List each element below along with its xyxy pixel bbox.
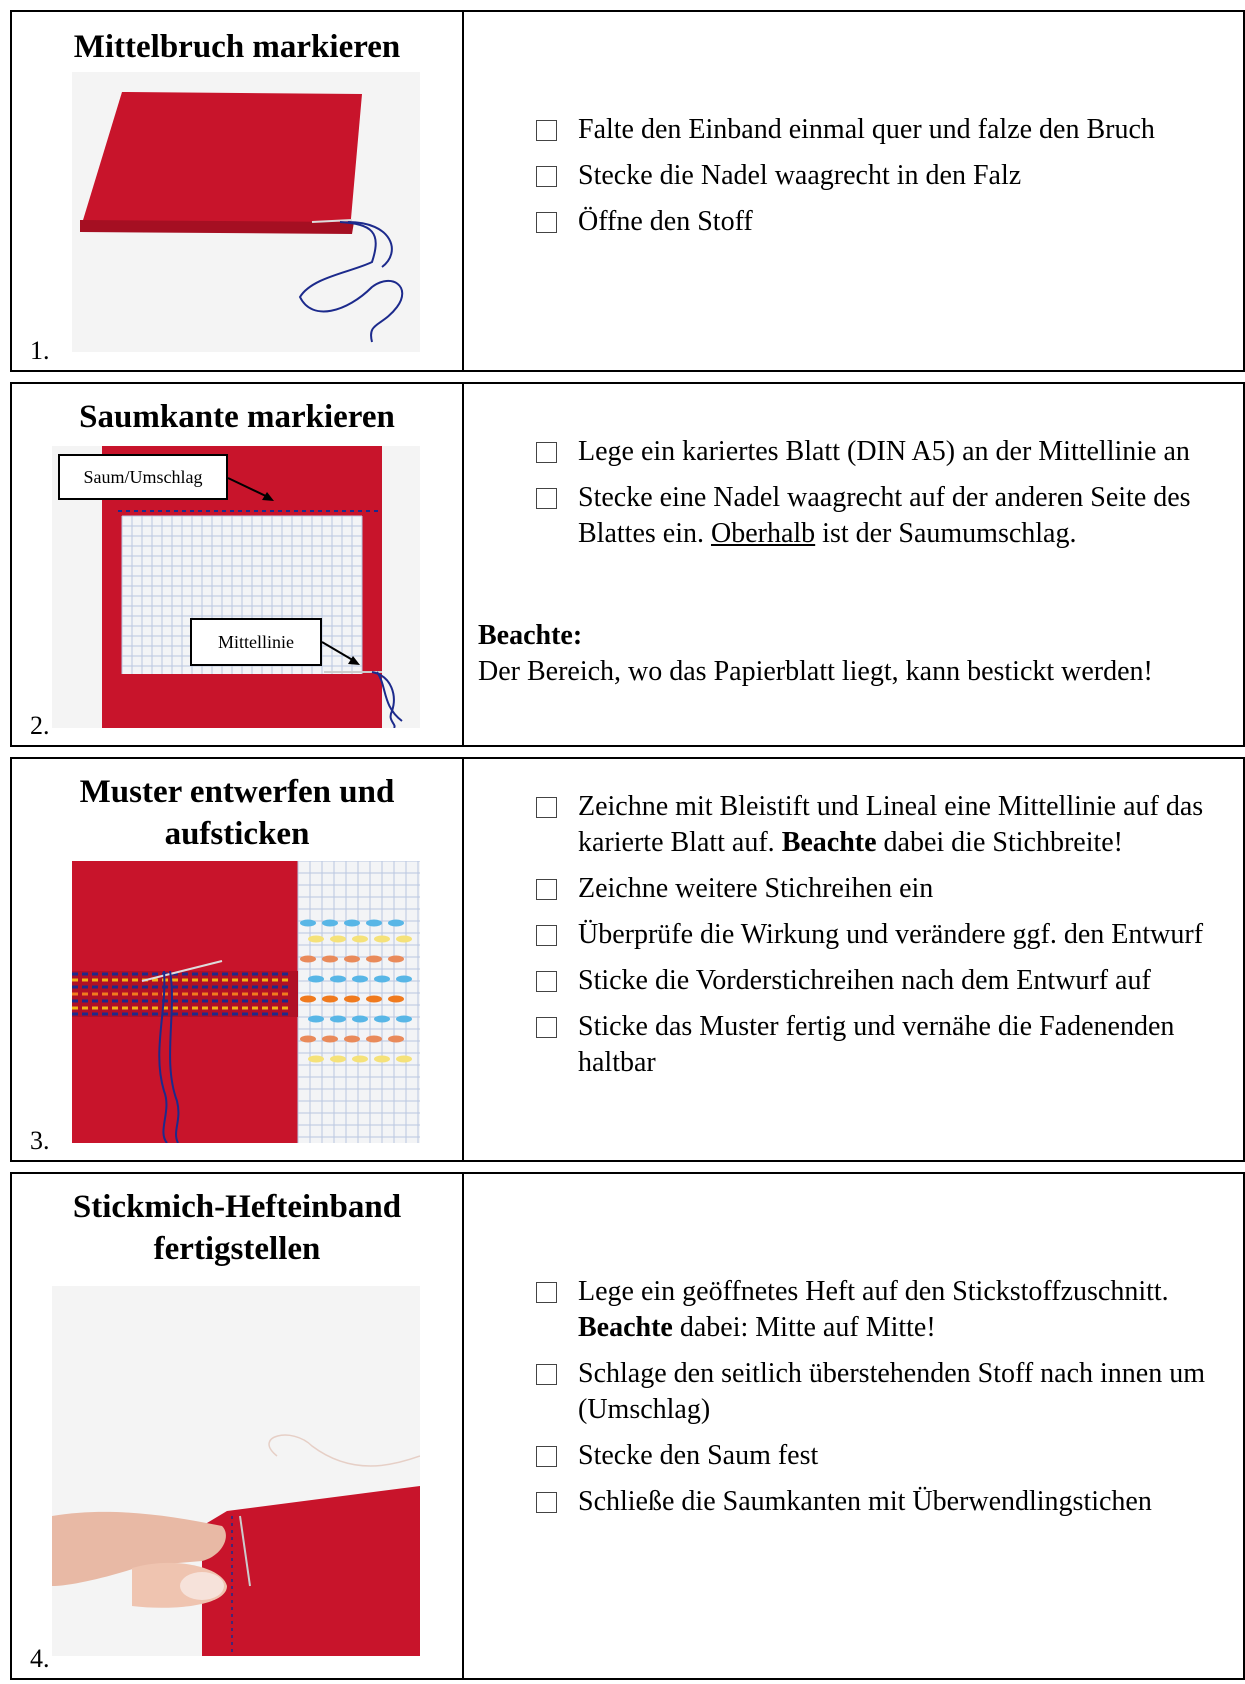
task-item xyxy=(536,480,1233,552)
section-2-right-column xyxy=(464,384,1243,745)
section-4-left-column xyxy=(12,1174,464,1678)
note-text: Der Bereich, wo das Papierblatt liegt, kann bestickt werden! xyxy=(478,656,1153,687)
task-text: Stecke die Nadel waagrecht in den Falz xyxy=(578,160,1022,191)
section-1 xyxy=(10,10,1245,372)
task-item xyxy=(536,1274,1233,1346)
task-item xyxy=(536,871,1233,907)
task-checkbox[interactable] xyxy=(536,925,557,946)
task-checkbox[interactable] xyxy=(536,971,557,992)
section-3 xyxy=(10,757,1245,1162)
callout-centerline: Mittellinie xyxy=(190,618,322,666)
task-checkbox[interactable] xyxy=(536,488,557,509)
section-1-title: Mittelbruch markieren xyxy=(73,29,401,65)
task-checkbox[interactable] xyxy=(536,1492,557,1513)
task-item xyxy=(536,917,1233,953)
section-4-right-column xyxy=(464,1174,1243,1678)
section-3-left-column xyxy=(12,759,464,1160)
task-item xyxy=(536,158,1233,194)
task-item xyxy=(536,1009,1233,1081)
section-2-note xyxy=(478,618,1213,690)
task-item xyxy=(536,1356,1233,1428)
task-item xyxy=(536,1484,1233,1520)
section-2-left-column xyxy=(12,384,464,745)
task-text: Lege ein kariertes Blatt (DIN A5) an der Mittellinie an xyxy=(578,436,1190,467)
section-3-task-list xyxy=(536,789,1233,1091)
underlined-word: Oberhalb xyxy=(710,518,816,549)
task-text: Sticke die Vorderstichreihen nach dem Entwurf auf xyxy=(578,965,1151,996)
task-text: Stecke den Saum fest xyxy=(578,1440,819,1471)
task-text: Sticke das Muster fertig und vernähe die Fadenenden haltbar xyxy=(578,1011,1175,1078)
task-text: Schlage den seitlich überstehenden Stoff nach innen um (Umschlag) xyxy=(578,1358,1205,1425)
task-text: Lege ein geöffnetes Heft auf den Stickstoffzuschnitt. Beachte dabei: Mitte auf Mitte! xyxy=(578,1276,1169,1343)
section-3-right-column xyxy=(464,759,1243,1160)
task-checkbox[interactable] xyxy=(536,879,557,900)
note-heading: Beachte: xyxy=(478,620,583,651)
task-checkbox[interactable] xyxy=(536,166,557,187)
task-checkbox[interactable] xyxy=(536,1446,557,1467)
task-item xyxy=(536,204,1233,240)
section-1-task-list xyxy=(536,112,1233,250)
callout-arrows xyxy=(52,446,420,728)
task-checkbox[interactable] xyxy=(536,1282,557,1303)
task-checkbox[interactable] xyxy=(536,797,557,818)
task-text: Überprüfe die Wirkung und verändere ggf. den Entwurf xyxy=(578,919,1204,950)
section-1-photo xyxy=(72,72,420,352)
section-2-title: Saumkante markieren xyxy=(79,399,395,435)
task-text: Falte den Einband einmal quer und falze den Bruch xyxy=(578,114,1155,145)
section-3-title: Muster entwerfen und aufsticken xyxy=(79,774,395,852)
section-2-task-list xyxy=(536,434,1233,562)
task-checkbox[interactable] xyxy=(536,1364,557,1385)
section-2-number: 2. xyxy=(30,711,50,740)
section-4-photo xyxy=(52,1286,420,1656)
task-item xyxy=(536,434,1233,470)
task-checkbox[interactable] xyxy=(536,1017,557,1038)
task-checkbox[interactable] xyxy=(536,120,557,141)
section-1-number: 1. xyxy=(30,336,50,365)
task-text: Zeichne mit Bleistift und Lineal eine Mittellinie auf das karierte Blatt auf. Beachte dabei die Stichbreite! xyxy=(578,791,1204,858)
bold-word: Beachte xyxy=(578,1312,673,1343)
task-text: Zeichne weitere Stichreihen ein xyxy=(578,873,934,904)
section-4-number: 4. xyxy=(30,1644,50,1673)
section-4-task-list xyxy=(536,1274,1233,1530)
section-2 xyxy=(10,382,1245,747)
section-4-title: Stickmich-Hefteinband fertigstellen xyxy=(72,1189,402,1267)
task-text: Schließe die Saumkanten mit Überwendlingstichen xyxy=(578,1486,1152,1517)
section-3-number: 3. xyxy=(30,1126,50,1155)
callout-seam: Saum/Umschlag xyxy=(58,454,228,500)
section-1-left-column xyxy=(12,12,464,370)
section-4 xyxy=(10,1172,1245,1680)
task-checkbox[interactable] xyxy=(536,442,557,463)
task-item xyxy=(536,112,1233,148)
section-3-photo xyxy=(72,861,420,1143)
bold-word: Beachte xyxy=(781,827,877,858)
task-item xyxy=(536,963,1233,999)
task-checkbox[interactable] xyxy=(536,212,557,233)
section-2-photo xyxy=(52,446,420,728)
task-item xyxy=(536,1438,1233,1474)
task-text: Stecke eine Nadel waagrecht auf der anderen Seite des Blattes ein. Oberhalb ist der Saumumschlag. xyxy=(578,482,1191,549)
task-text: Öffne den Stoff xyxy=(578,206,753,237)
task-item xyxy=(536,789,1233,861)
section-1-right-column xyxy=(464,12,1243,370)
